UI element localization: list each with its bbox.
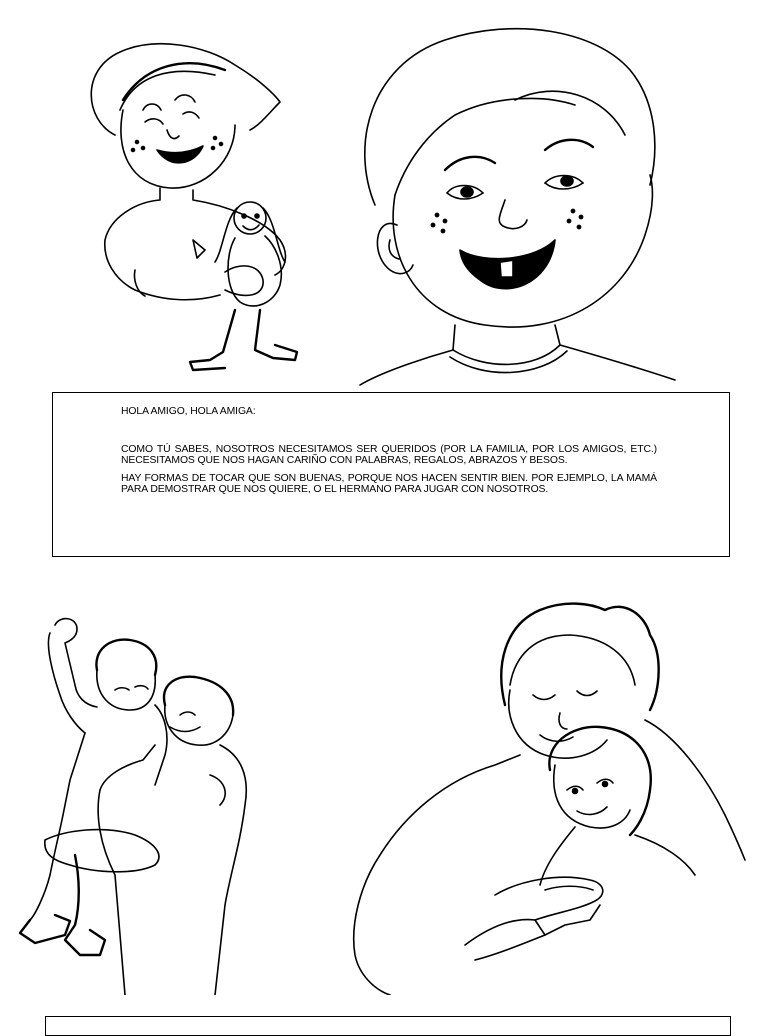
girl-with-doll-illustration — [75, 40, 315, 385]
mother-hugging-child-illustration — [345, 595, 750, 995]
smiling-boy-face-illustration — [355, 25, 695, 390]
father-lifting-child-illustration — [15, 615, 265, 995]
message-box — [52, 392, 730, 557]
paragraph-1: COMO TÚ SABES, NOSOTROS NECESITAMOS SER QUERIDOS (POR LA FAMILIA, POR LOS AMIGOS, ETC.) NECESITAMOS QUE NOS HAGAN CARIÑO CON PALABRAS, REGALOS, ABRAZOS Y BESOS. — [121, 444, 657, 467]
greeting-text: HOLA AMIGO, HOLA AMIGA: — [121, 406, 256, 417]
paragraph-2: HAY FORMAS DE TOCAR QUE SON BUENAS, PORQUE NOS HACEN SENTIR BIEN. POR EJEMPLO, LA MAMÁ PARA DEMOSTRAR QUE NOS QUIERE, O EL HERMANO PARA JUGAR CON NOSOTROS. — [121, 472, 657, 495]
bottom-frame — [45, 1016, 731, 1036]
